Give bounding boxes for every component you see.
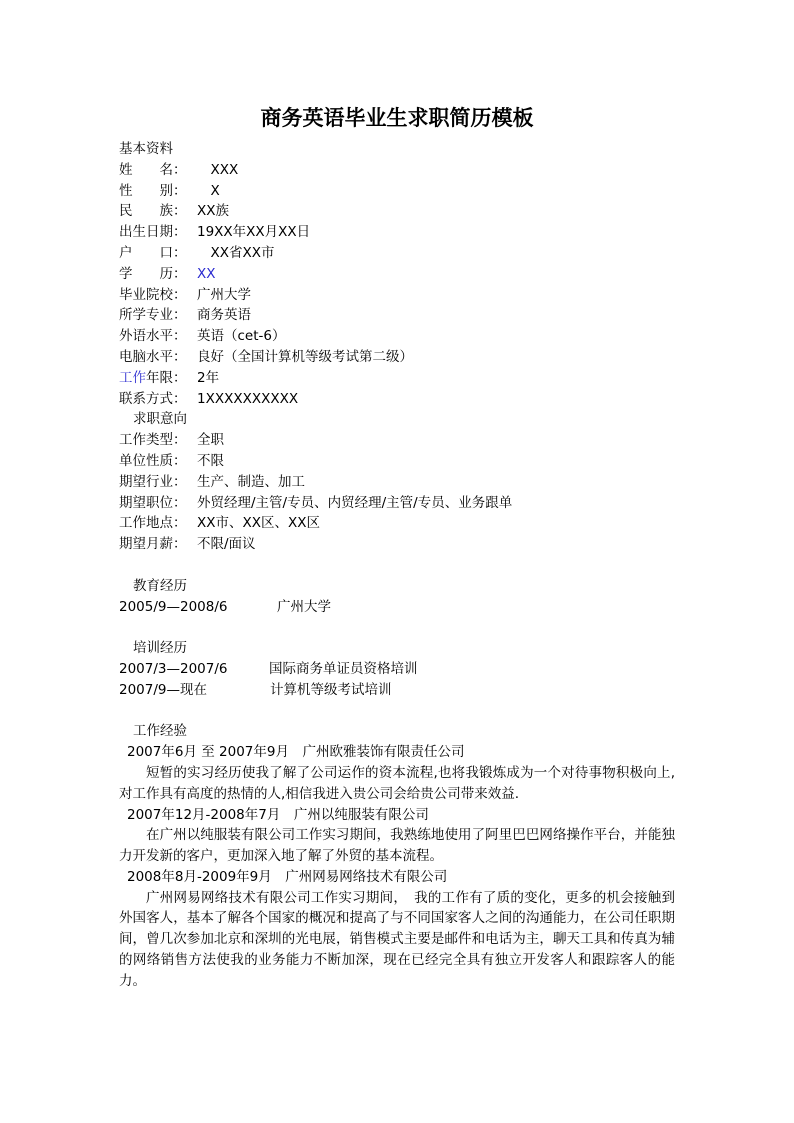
work-heading: 工作经验 <box>133 723 187 740</box>
basic-row-birthdate <box>119 222 679 243</box>
birthdate-value: 19XX年XX月XX日 <box>197 224 311 241</box>
experience-years-label-link: 工作 <box>119 369 146 386</box>
training-detail: 国际商务单证员资格培训 <box>269 660 418 677</box>
salary-label: 期望月薪： <box>119 536 187 553</box>
position-value: 外贸经理/主管/专员、内贸经理/主管/专员、业务跟单 <box>197 494 513 511</box>
language-value: 英语（cet-6） <box>197 328 286 345</box>
basic-row-experience-years <box>119 368 679 389</box>
education-heading: 教育经历 <box>133 577 187 594</box>
hukou-value: XX省XX市 <box>197 244 275 261</box>
intent-row-location <box>119 513 679 534</box>
industry-value: 生产、制造、加工 <box>197 473 305 490</box>
education-item <box>119 597 679 618</box>
name-value: XXX <box>197 161 239 178</box>
hukou-label: 户 口： <box>119 244 187 261</box>
training-item <box>119 680 679 701</box>
basic-row-computer <box>119 347 679 368</box>
intent-row-job-type <box>119 430 679 451</box>
intent-row-salary <box>119 534 679 555</box>
contact-label: 联系方式： <box>119 390 187 407</box>
basic-row-gender <box>119 181 679 202</box>
ethnicity-value: XX族 <box>197 203 229 220</box>
position-label: 期望职位： <box>119 494 187 511</box>
location-label: 工作地点： <box>119 515 187 532</box>
birthdate-label: 出生日期： <box>119 224 187 241</box>
degree-value: XX <box>197 265 216 282</box>
basic-row-school <box>119 285 679 306</box>
job-type-value: 全职 <box>197 432 224 449</box>
company-type-label: 单位性质： <box>119 452 187 469</box>
experience-years-label <box>119 368 197 389</box>
basic-info-heading: 基本资料 <box>119 141 173 157</box>
training-detail: 计算机等级考试培训 <box>270 681 392 698</box>
page-title: 商务英语毕业生求职简历模板 <box>260 105 534 130</box>
job-header: 2007年6月 至 2007年9月 广州欧雅装饰有限责任公司 <box>127 744 465 761</box>
job-description: 广州网易网络技术有限公司工作实习期间， 我的工作有了质的变化，更多的机会接触到外国客人，基本了解各个国家的概况和提高了与不同国家客人之间的沟通能力，在公司任职期间，曾几次参加北京和深圳的光电展，销售模式主要是邮件和电话为主，聊天工具和传真为辅的网络销售方法使我的业务能力不断加深，现在已经完全具有独立开发客人和跟踪客人的能力。 <box>119 889 675 989</box>
school-label: 毕业院校： <box>119 286 187 303</box>
basic-row-hukou <box>119 243 679 264</box>
education-period: 2005/9—2008/6 <box>119 598 228 615</box>
major-value: 商务英语 <box>197 307 251 324</box>
basic-row-degree <box>119 264 679 285</box>
job-header: 2008年8月-2009年9月 广州网易网络技术有限公司 <box>127 868 448 885</box>
salary-value: 不限/面议 <box>197 536 256 553</box>
gender-value: X <box>197 182 220 199</box>
training-period: 2007/9—现在 <box>119 681 207 698</box>
computer-value: 良好（全国计算机等级考试第二级） <box>197 348 413 365</box>
intent-heading: 求职意向 <box>133 411 187 428</box>
education-detail: 广州大学 <box>277 598 331 615</box>
experience-years-value: 2年 <box>197 369 220 386</box>
job-description: 短暂的实习经历使我了解了公司运作的资本流程,也将我锻炼成为一个对待事物积极向上,对工作具有高度的热情的人,相信我进入贵公司会给贵公司带来效益. <box>119 764 675 802</box>
experience-years-label-rest: 年限： <box>146 369 187 386</box>
computer-label: 电脑水平： <box>119 348 187 365</box>
job-description: 在广州以纯服装有限公司工作实习期间，我熟练地使用了阿里巴巴网络操作平台，并能独力开发新的客户，更加深入地了解了外贸的基本流程。 <box>119 827 675 865</box>
spacer <box>119 617 679 638</box>
industry-label: 期望行业： <box>119 473 187 490</box>
basic-row-major <box>119 305 679 326</box>
company-type-value: 不限 <box>197 452 224 469</box>
ethnicity-label: 民 族： <box>119 203 187 220</box>
basic-row-language <box>119 326 679 347</box>
spacer <box>119 701 679 722</box>
basic-row-ethnicity <box>119 201 679 222</box>
school-value: 广州大学 <box>197 286 251 303</box>
name-label: 姓 名： <box>119 161 187 178</box>
language-label: 外语水平： <box>119 328 187 345</box>
basic-row-contact <box>119 389 679 410</box>
contact-value: 1XXXXXXXXXX <box>197 390 299 407</box>
location-value: XX市、XX区、XX区 <box>197 515 320 532</box>
major-label: 所学专业： <box>119 307 187 324</box>
intent-row-position <box>119 493 679 514</box>
spacer <box>119 555 679 576</box>
training-period: 2007/3—2007/6 <box>119 660 228 677</box>
training-heading: 培训经历 <box>133 640 187 657</box>
intent-row-industry <box>119 472 679 493</box>
job-type-label: 工作类型： <box>119 432 187 449</box>
training-item <box>119 659 679 680</box>
intent-row-company-type <box>119 451 679 472</box>
resume-content <box>119 139 679 992</box>
basic-row-name <box>119 160 679 181</box>
job-header: 2007年12月-2008年7月 广州以纯服装有限公司 <box>127 806 429 823</box>
degree-label: 学 历： <box>119 265 187 282</box>
gender-label: 性 别： <box>119 182 187 199</box>
